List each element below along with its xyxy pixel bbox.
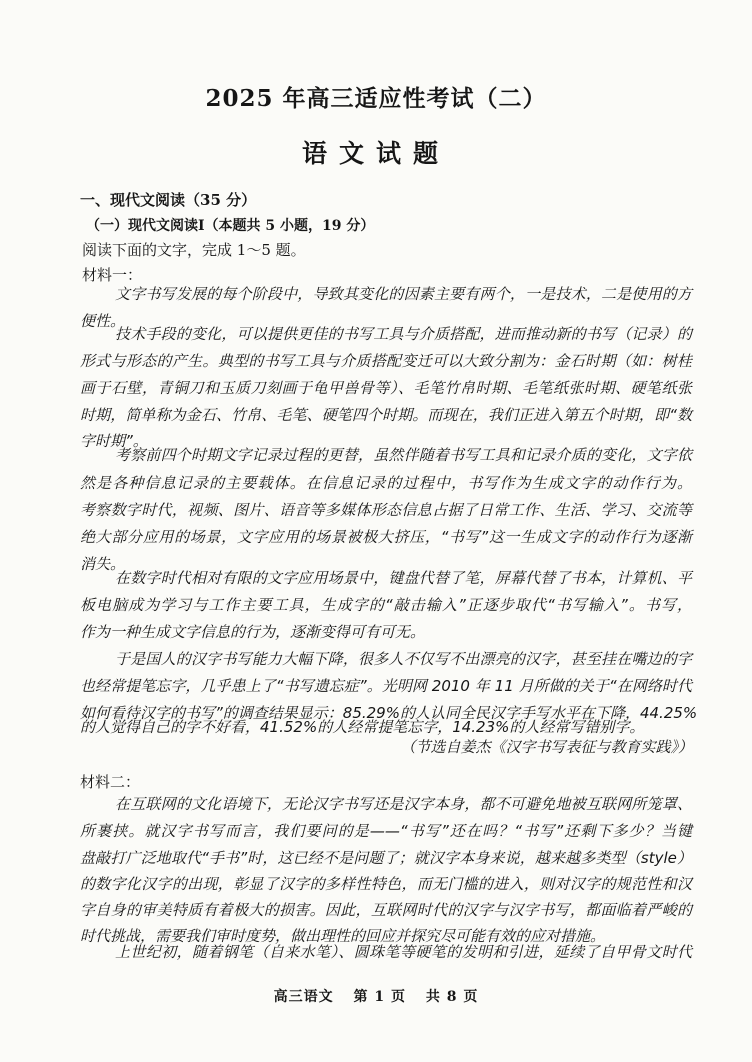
subsection-heading: （一）现代文阅读Ⅰ（本题共 5 小题，19 分） (86, 218, 375, 234)
material1-line: 绝大部分应用的场景，文字应用的场景被极大挤压，“书写”这一生成文字的动作行为逐渐 (80, 528, 692, 546)
material2-line: 盘敲打广泛地取代“手书”时，这已经不是问题了；就汉字本身来说，越来越多类型（style） (80, 849, 692, 867)
material2-line: 时代挑战，需要我们审时度势，做出理性的回应并探究尽可能有效的应对措施。 (80, 927, 606, 945)
material1-line: 也经常提笔忘字，几乎患上了“书写遗忘症”。光明网 2010 年 11 月所做的关于“在网络时代 (80, 677, 692, 695)
instruction-text: 阅读下面的文字，完成 1～5 题。 (82, 241, 306, 259)
material1-line: 画于石壁，青铜刀和玉质刀刻画于龟甲兽骨等）、毛笔竹帛时期、毛笔纸张时期、硬笔纸张 (80, 379, 692, 397)
footer-total-pages: 共 8 页 (425, 989, 479, 1005)
material1-line: 考察前四个时期文字记录过程的更替，虽然伴随着书写工具和记录介质的变化，文字依 (115, 446, 692, 464)
material1-line: 考察数字时代，视频、图片、语音等多媒体形态信息占据了日常工作、生活、学习、交流等 (80, 501, 692, 519)
material2-line: 在互联网的文化语境下，无论汉字书写还是汉字本身，都不可避免地被互联网所笼罩、 (115, 795, 692, 813)
material1-line: 技术手段的变化，可以提供更佳的书写工具与介质搭配，进而推动新的书写（记录）的 (115, 325, 692, 343)
material1-line: 作为一种生成文字信息的行为，逐渐变得可有可无。 (80, 623, 426, 641)
material1-line: 文字书写发展的每个阶段中，导致其变化的因素主要有两个，一是技术，二是使用的方 (115, 285, 692, 303)
subject-title: 语文试题 (301, 139, 450, 168)
material2-line: 上世纪初，随着钢笔（自来水笔）、圆珠笔等硬笔的发明和引进，延续了自甲骨文时代 (115, 943, 692, 961)
material1-source: （节选自姜杰《汉字书写表征与教育实践》） (400, 738, 693, 756)
footer-subject: 高三语文 (273, 989, 334, 1005)
page-footer (0, 986, 752, 1006)
material1-line: 字时期”。 (80, 432, 148, 450)
material1-line: 时期，简单称为金石、竹帛、毛笔、硬笔四个时期。而现在，我们正进入第五个时期，即“数 (80, 406, 692, 424)
material1-line: 消失。 (80, 555, 126, 573)
material1-line: 板电脑成为学习与工作主要工具，生成字的“敲击输入”正逐步取代“书写输入”。书写， (80, 596, 692, 614)
material2-label: 材料二： (80, 773, 141, 791)
material2-line: 所裹挟。就汉字书写而言，我们要问的是——“书写”还在吗？“书写”还剩下多少？当键 (80, 822, 692, 840)
material1-line: 然是各种信息记录的主要载体。在信息记录的过程中，书写作为生成文字的动作行为。 (80, 474, 692, 492)
material1-line: 于是国人的汉字书写能力大幅下降，很多人不仅写不出漂亮的汉字，甚至挂在嘴边的字 (115, 650, 692, 668)
material2-line: 的数字化汉字的出现，彰显了汉字的多样性特色，而无门槛的进入，则对汉字的规范性和汉 (80, 875, 692, 893)
material1-line: 便性。 (80, 312, 126, 330)
material1-label: 材料一： (82, 266, 143, 284)
exam-title: 2025 年高三适应性考试（二） (205, 85, 547, 112)
material1-line: 在数字时代相对有限的文字应用场景中，键盘代替了笔，屏幕代替了书本，计算机、平 (115, 569, 692, 587)
material1-line: 的人觉得自己的字不好看，41.52%的人经常提笔忘字，14.23%的人经常写错别字。 (80, 718, 645, 736)
material1-line: 形式与形态的产生。典型的书写工具与介质搭配变迁可以大致分割为：金石时期（如：树桂 (80, 352, 692, 370)
material2-line: 字自身的审美特质有着极大的损害。因此，互联网时代的汉字与汉字书写，都面临着严峻的 (80, 901, 692, 919)
material1-line: 如何看待汉字的书写”的调查结果显示：85.29%的人认同全民汉字手写水平在下降，44.25% (80, 704, 698, 722)
footer-page-number: 第 1 页 (353, 989, 406, 1005)
section-heading: 一、现代文阅读（35 分） (80, 191, 257, 209)
